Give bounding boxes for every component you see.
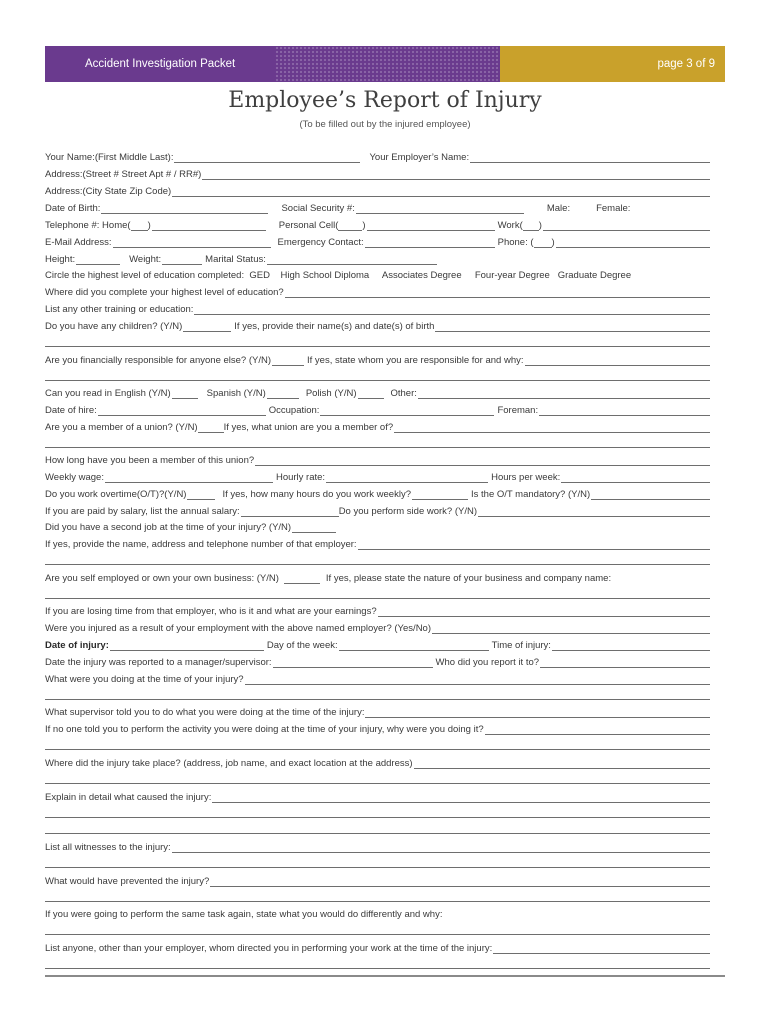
- overtime-field[interactable]: [187, 490, 215, 500]
- occupation-field[interactable]: [320, 406, 494, 416]
- ssn-field[interactable]: [356, 204, 524, 214]
- form-row-email: [45, 237, 710, 249]
- second-employer-extra-line[interactable]: [45, 564, 710, 565]
- personal-cell-field[interactable]: [367, 221, 495, 231]
- spanish-field[interactable]: [267, 389, 299, 399]
- children-field[interactable]: [183, 322, 231, 332]
- second-employer-label: If yes, provide the name, address and telephone number of that employer:: [45, 539, 357, 550]
- height-label: Height:: [45, 254, 76, 265]
- form-row-second-job: [45, 522, 710, 534]
- form-row-name: [45, 152, 710, 164]
- weekly-wage-label: Weekly wage:: [45, 472, 104, 483]
- union-which-field[interactable]: [394, 423, 710, 433]
- bottom-rule: [45, 975, 725, 977]
- explain-extra-line-1[interactable]: [45, 817, 710, 818]
- height-field[interactable]: [76, 255, 120, 265]
- differently-label: If you were going to perform the same task again, state what you would do differently and why:: [45, 909, 443, 920]
- date-injury-label: Date of injury:: [45, 640, 109, 651]
- weight-label: Weight:: [129, 254, 162, 265]
- time-injury-field[interactable]: [552, 641, 710, 651]
- children-names-label: If yes, provide their name(s) and date(s) of birth: [234, 321, 435, 332]
- injured-result-label: Were you injured as a result of your employment with the above named employer? (Yes/No): [45, 623, 432, 634]
- doing-at-time-field[interactable]: [245, 675, 710, 685]
- tel-home-field[interactable]: [152, 221, 266, 231]
- page-title: Employee’s Report of Injury: [228, 88, 542, 113]
- no-one-told-extra-line[interactable]: [45, 749, 710, 750]
- phone-label: Phone: (: [497, 237, 534, 248]
- union-how-long-field[interactable]: [255, 456, 710, 466]
- form-row-overtime: [45, 489, 710, 501]
- read-english-field[interactable]: [172, 389, 198, 399]
- self-employed-label: Are you self employed or own your own business: (Y/N): [45, 573, 279, 584]
- side-work-label: Do you perform side work? (Y/N): [338, 506, 478, 517]
- form-row-other-training: [45, 304, 710, 316]
- ssn-label: Social Security #:: [281, 203, 355, 214]
- form-row-height: [45, 254, 710, 266]
- losing-time-field[interactable]: [378, 607, 710, 617]
- union-how-long-label: How long have you been a member of this union?: [45, 455, 255, 466]
- personal-cell-area-field[interactable]: [338, 221, 362, 231]
- date-reported-label: Date the injury was reported to a manager/supervisor:: [45, 657, 272, 668]
- work-area-field[interactable]: [523, 221, 539, 231]
- second-job-field[interactable]: [292, 523, 336, 533]
- emergency-contact-field[interactable]: [365, 238, 495, 248]
- marital-status-label: Marital Status:: [205, 254, 266, 265]
- ot-mandatory-field[interactable]: [591, 490, 710, 500]
- self-employed-field[interactable]: [284, 574, 320, 584]
- self-employed-extra-line[interactable]: [45, 598, 710, 599]
- day-week-field[interactable]: [339, 641, 489, 651]
- union-field[interactable]: [198, 423, 224, 433]
- date-reported-field[interactable]: [273, 658, 433, 668]
- ot-mandatory-label: Is the O/T mandatory? (Y/N): [471, 489, 591, 500]
- children-names-extra-line[interactable]: [45, 346, 710, 347]
- doing-at-time-label: What were you doing at the time of your injury?: [45, 674, 244, 685]
- form-row-where-injury: [45, 758, 710, 770]
- doing-at-time-extra-line[interactable]: [45, 699, 710, 700]
- union-which-label: If yes, what union are you a member of?: [223, 422, 394, 433]
- form-row-differently: [45, 909, 710, 921]
- time-injury-label: Time of injury:: [491, 640, 551, 651]
- foreman-field[interactable]: [539, 406, 710, 416]
- supervisor-told-label: What supervisor told you to do what you were doing at the time of the injury:: [45, 707, 365, 718]
- union-extra-line[interactable]: [45, 447, 710, 448]
- form-row-union: [45, 422, 710, 434]
- form-row-doing-at-time: [45, 674, 710, 686]
- work-label: Work(: [497, 220, 523, 231]
- page-header: [45, 46, 725, 82]
- form-row-supervisor-told: [45, 707, 710, 719]
- hourly-rate-label: Hourly rate:: [275, 472, 326, 483]
- work-paren: ): [538, 220, 542, 231]
- form-row-address-street: [45, 169, 710, 181]
- form-row-date-reported: [45, 657, 710, 669]
- form-row-where-education: [45, 287, 710, 299]
- tel-home-label: Telephone #: Home(: [45, 220, 131, 231]
- no-one-told-field[interactable]: [485, 725, 710, 735]
- date-injury-field[interactable]: [110, 641, 264, 651]
- who-reported-label: Who did you report it to?: [435, 657, 540, 668]
- day-week-label: Day of the week:: [266, 640, 338, 651]
- overtime-hours-label: If yes, how many hours do you work weekly?: [222, 489, 411, 500]
- list-anyone-label: List anyone, other than your employer, whom directed you in performing your work at the time of the injury:: [45, 943, 493, 954]
- other-language-label: Other:: [390, 388, 417, 399]
- children-names-field[interactable]: [435, 322, 710, 332]
- hours-week-field[interactable]: [561, 473, 710, 483]
- other-training-field[interactable]: [194, 305, 710, 315]
- where-injury-extra-line[interactable]: [45, 783, 710, 784]
- form-row-hire: [45, 405, 710, 417]
- financially-extra-line[interactable]: [45, 380, 710, 381]
- financially-whom-field[interactable]: [525, 356, 710, 366]
- side-work-field[interactable]: [478, 507, 710, 517]
- form-row-second-employer: [45, 539, 710, 551]
- prevented-label: What would have prevented the injury?: [45, 876, 210, 887]
- female-label[interactable]: Female:: [596, 203, 631, 214]
- dob-field[interactable]: [101, 204, 268, 214]
- second-employer-field[interactable]: [358, 540, 710, 550]
- header-pattern: [275, 46, 500, 82]
- personal-cell-paren: ): [362, 220, 366, 231]
- form-row-witnesses: [45, 842, 710, 854]
- hours-week-label: Hours per week:: [491, 472, 561, 483]
- phone-paren: ): [551, 237, 555, 248]
- weight-field[interactable]: [162, 255, 202, 265]
- weekly-wage-field[interactable]: [105, 473, 273, 483]
- form-row-address-city: [45, 186, 710, 198]
- form-row-date-injury: [45, 640, 710, 652]
- emergency-contact-label: Emergency Contact:: [277, 237, 364, 248]
- polish-field[interactable]: [358, 389, 384, 399]
- form-row-telephone: [45, 220, 710, 232]
- financially-whom-label: If yes, state whom you are responsible for and why:: [307, 355, 524, 366]
- read-english-label: Can you read in English (Y/N): [45, 388, 171, 399]
- your-name-label: Your Name:(First Middle Last):: [45, 152, 174, 163]
- male-label[interactable]: Male:: [546, 203, 571, 214]
- explain-extra-line-2[interactable]: [45, 833, 710, 834]
- children-label: Do you have any children? (Y/N): [45, 321, 183, 332]
- dob-label: Date of Birth:: [45, 203, 101, 214]
- witnesses-extra-line[interactable]: [45, 867, 710, 868]
- overtime-hours-field[interactable]: [412, 490, 468, 500]
- address-city-field[interactable]: [172, 187, 710, 197]
- work-field[interactable]: [543, 221, 710, 231]
- packet-title: Accident Investigation Packet: [45, 46, 275, 82]
- form-row-no-one-told: [45, 724, 710, 736]
- who-reported-field[interactable]: [540, 658, 710, 668]
- phone-field[interactable]: [556, 238, 710, 248]
- salary-field[interactable]: [241, 507, 339, 517]
- email-label: E-Mail Address:: [45, 237, 112, 248]
- differently-extra-line[interactable]: [45, 934, 710, 935]
- explain-field[interactable]: [212, 793, 710, 803]
- self-employed-nature-label: If yes, please state the nature of your business and company name:: [325, 573, 612, 584]
- losing-time-label: If you are losing time from that employer, who is it and what are your earnings?: [45, 606, 377, 617]
- union-label: Are you a member of a union? (Y/N): [45, 422, 198, 433]
- form-row-list-anyone: [45, 943, 710, 955]
- tel-home-area-field[interactable]: [131, 221, 148, 231]
- supervisor-told-field[interactable]: [365, 708, 710, 718]
- financially-label: Are you financially responsible for anyone else? (Y/N): [45, 355, 272, 366]
- email-field[interactable]: [113, 238, 271, 248]
- address-street-label: Address:(Street # Street Apt # / RR#): [45, 169, 202, 180]
- form-row-prevented: [45, 876, 710, 888]
- employer-name-field[interactable]: [470, 153, 710, 163]
- form-row-wage: [45, 472, 710, 484]
- foreman-label: Foreman:: [497, 405, 539, 416]
- form-row-dob: [45, 203, 710, 215]
- form-row-languages: [45, 388, 710, 400]
- hourly-rate-field[interactable]: [326, 473, 488, 483]
- form-row-injured-result: [45, 623, 710, 635]
- form-row-self-employed: [45, 573, 710, 585]
- form-row-children: [45, 321, 710, 333]
- address-city-label: Address:(City State Zip Code): [45, 186, 172, 197]
- other-language-field[interactable]: [418, 389, 710, 399]
- injured-result-field[interactable]: [432, 624, 710, 634]
- explain-label: Explain in detail what caused the injury:: [45, 792, 212, 803]
- phone-area-field[interactable]: [534, 238, 552, 248]
- form-row-education: [45, 270, 710, 282]
- where-injury-field[interactable]: [414, 759, 710, 769]
- where-education-label: Where did you complete your highest level of education?: [45, 287, 284, 298]
- form-row-explain: [45, 792, 710, 804]
- form-row-union-how-long: [45, 455, 710, 467]
- other-training-label: List any other training or education:: [45, 304, 194, 315]
- form-row-salary: [45, 506, 710, 518]
- page-subtitle: (To be filled out by the injured employee): [299, 119, 471, 130]
- tel-home-paren: ): [147, 220, 151, 231]
- overtime-label: Do you work overtime(O/T)?(Y/N): [45, 489, 187, 500]
- employer-name-label: Your Employer’s Name:: [369, 152, 470, 163]
- polish-label: Polish (Y/N): [305, 388, 357, 399]
- form-row-losing-time: [45, 606, 710, 618]
- personal-cell-label: Personal Cell(: [278, 220, 339, 231]
- witnesses-field[interactable]: [172, 843, 710, 853]
- occupation-label: Occupation:: [268, 405, 320, 416]
- financially-field[interactable]: [272, 356, 304, 366]
- where-injury-label: Where did the injury take place? (address, job name, and exact location at the address): [45, 758, 413, 769]
- spanish-label: Spanish (Y/N): [206, 388, 266, 399]
- prevented-field[interactable]: [210, 877, 710, 887]
- date-hire-field[interactable]: [98, 406, 266, 416]
- form-row-financially: [45, 355, 710, 367]
- marital-status-field[interactable]: [267, 255, 437, 265]
- your-name-field[interactable]: [174, 153, 360, 163]
- salary-label: If you are paid by salary, list the annual salary:: [45, 506, 240, 517]
- no-one-told-label: If no one told you to perform the activity you were doing at the time of your injury, why were you doing it?: [45, 724, 484, 735]
- list-anyone-extra-line[interactable]: [45, 968, 710, 969]
- list-anyone-field[interactable]: [493, 944, 710, 954]
- witnesses-label: List all witnesses to the injury:: [45, 842, 171, 853]
- second-job-label: Did you have a second job at the time of your injury? (Y/N): [45, 522, 292, 533]
- where-education-field[interactable]: [285, 288, 710, 298]
- date-hire-label: Date of hire:: [45, 405, 97, 416]
- prevented-extra-line[interactable]: [45, 901, 710, 902]
- address-street-field[interactable]: [202, 170, 710, 180]
- page-number: page 3 of 9: [500, 46, 725, 82]
- education-label[interactable]: Circle the highest level of education completed: GED High School Diploma Associates Degree Four-year Degree Graduate Degree: [45, 270, 632, 281]
